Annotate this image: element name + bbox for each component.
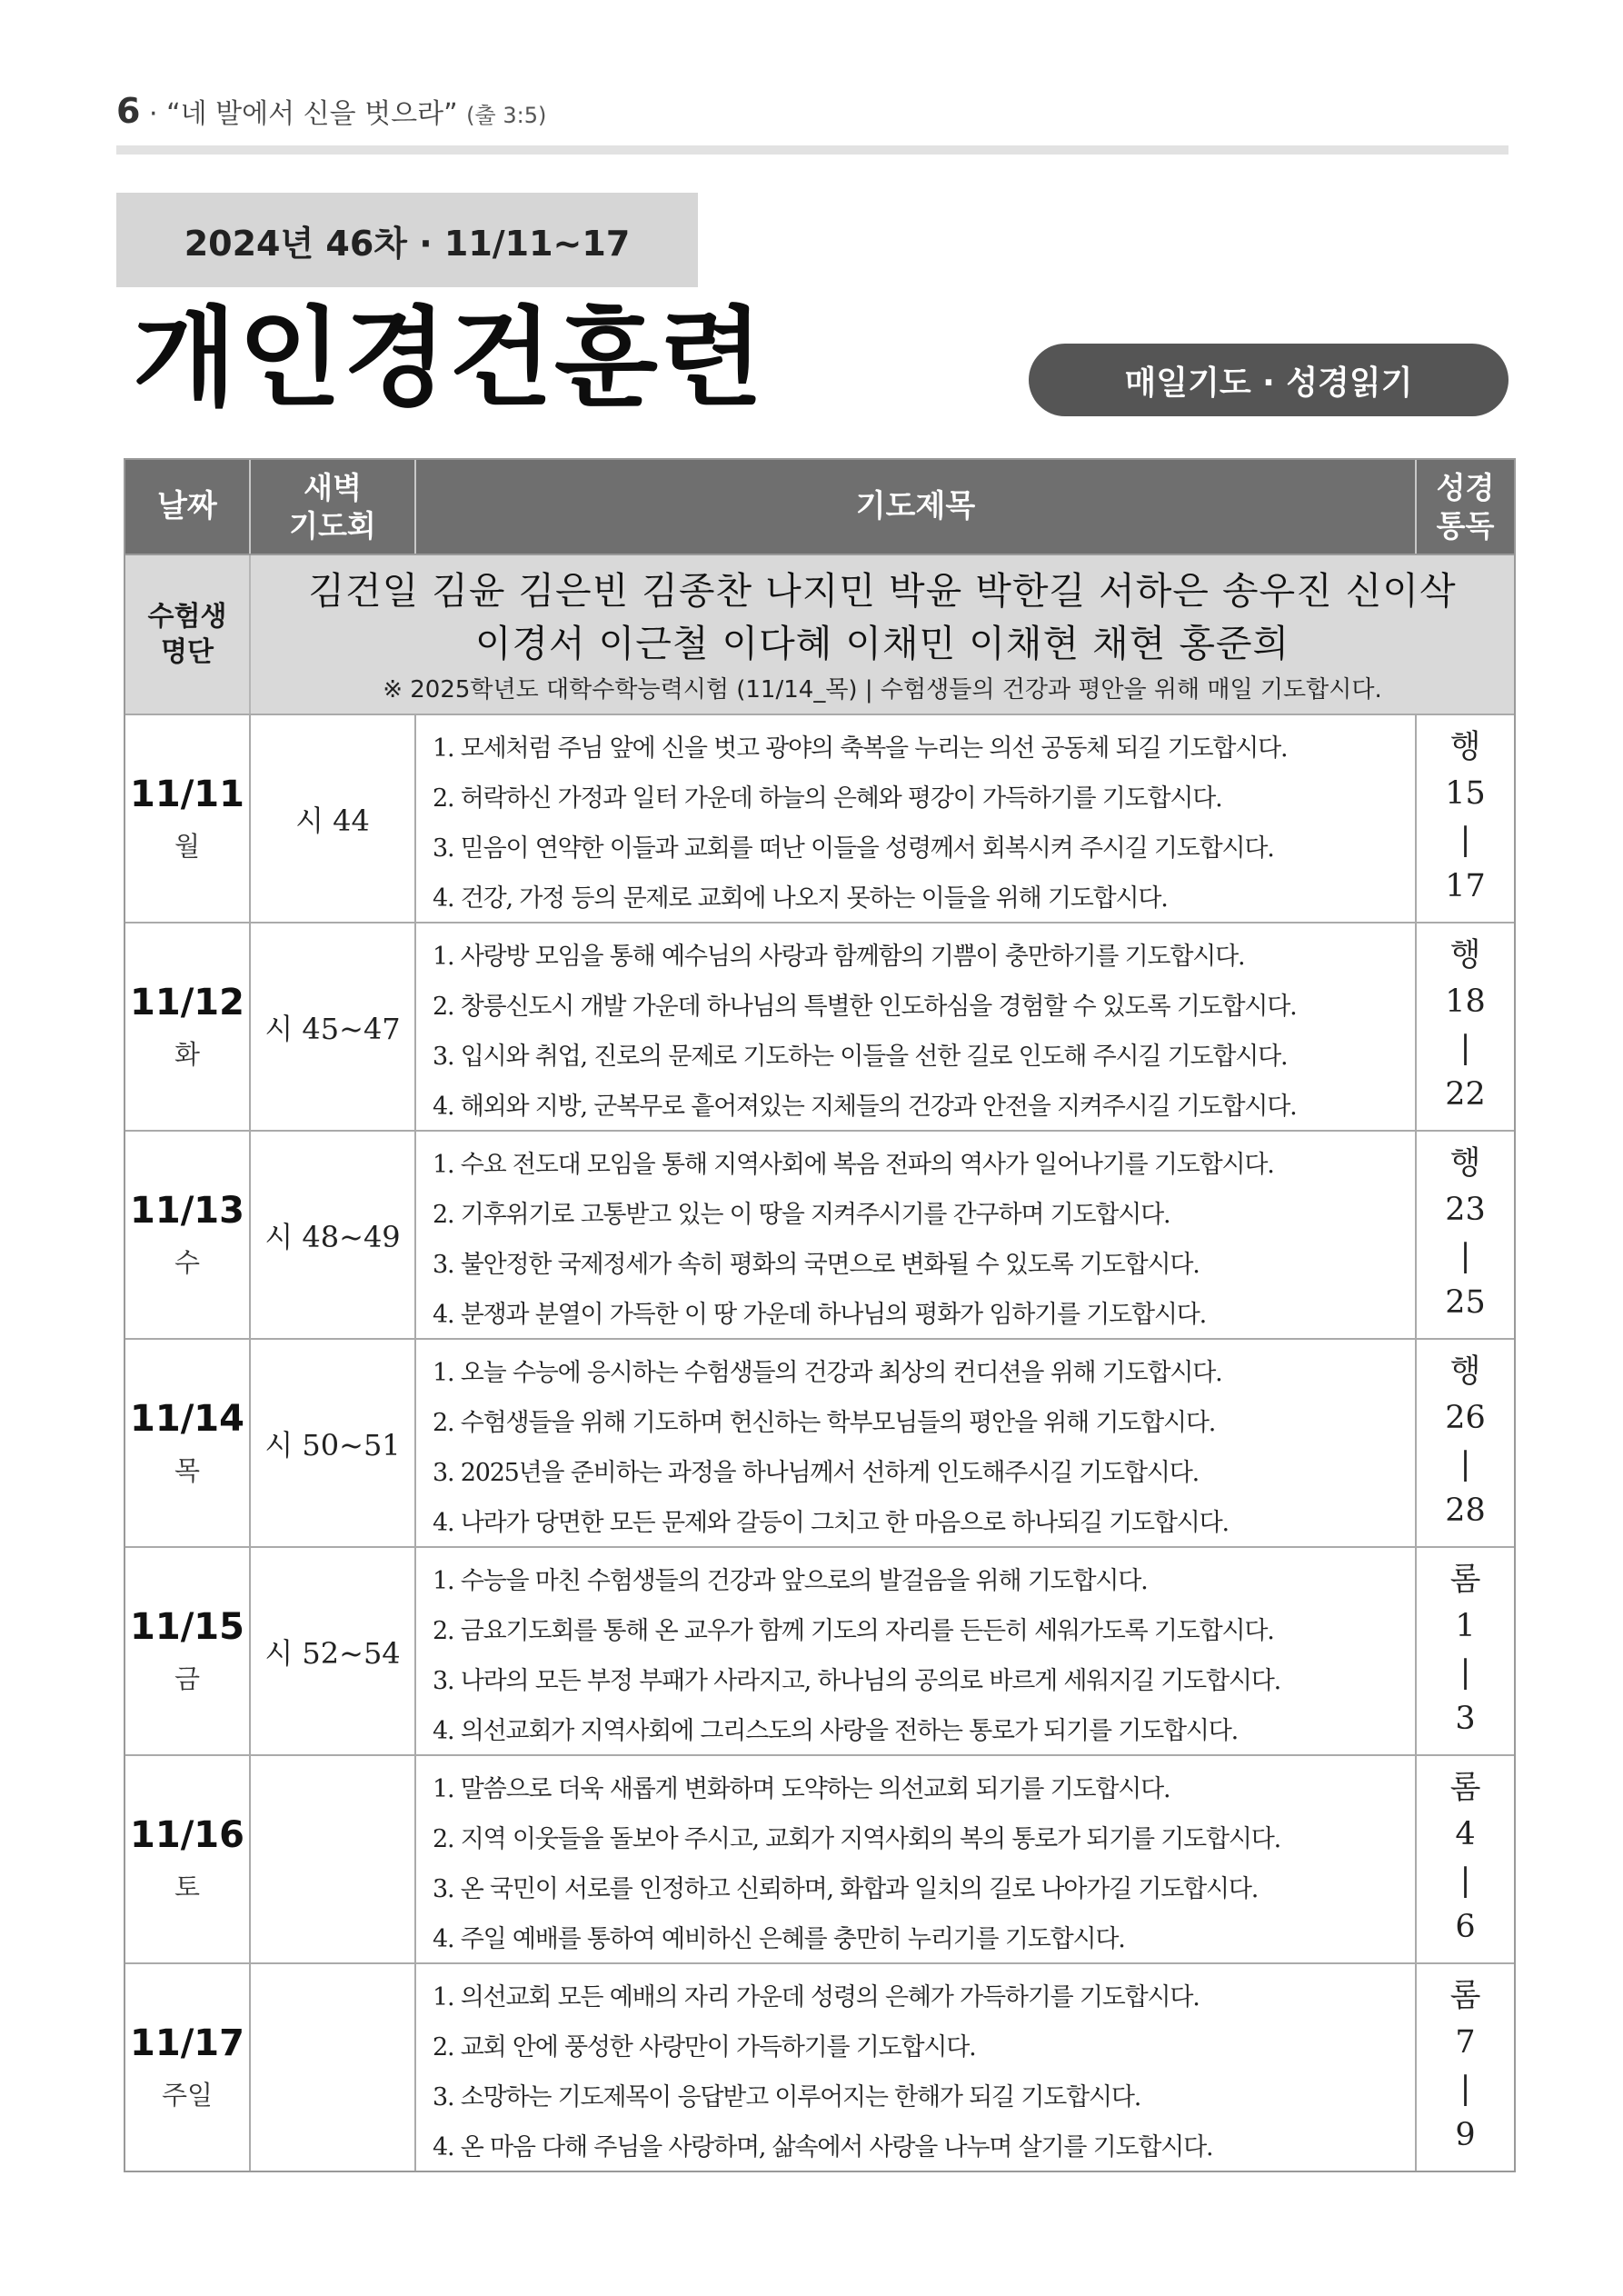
reading-from: 23 [1445, 1192, 1486, 1228]
prayer-item: 1. 수요 전도대 모임을 통해 지역사회에 복음 전파의 역사가 일어나기를 기도합시다. [433, 1151, 1274, 1179]
reading-separator: | [1459, 1862, 1471, 1899]
page-title: 개인경건훈련 [133, 295, 765, 421]
table-header [125, 460, 1514, 554]
prayer-item: 1. 수능을 마친 수험생들의 건강과 앞으로의 발걸음을 위해 기도합시다. [433, 1567, 1148, 1595]
bible-reading-cell [1417, 1756, 1514, 1962]
prayer-topics-cell [416, 1548, 1417, 1754]
weekday: 토 [174, 1872, 200, 1902]
header-separator: · [149, 98, 158, 130]
prayer-item: 3. 소망하는 기도제목이 응답받고 이루어지는 한해가 되길 기도합시다. [433, 2083, 1141, 2111]
prayer-item: 3. 믿음이 연약한 이들과 교회를 떠난 이들을 성령께서 회복시켜 주시길 기도합시다. [433, 834, 1274, 863]
exam-note: ※ 2025학년도 대학수학능력시험 (11/14_목) | 수험생들의 건강과 평안을 위해 매일 기도합시다. [383, 676, 1382, 704]
prayer-topics-cell [416, 923, 1417, 1130]
weekday: 금 [174, 1663, 200, 1694]
table-row [125, 714, 1514, 922]
reading-to: 22 [1445, 1076, 1486, 1113]
reading-to: 6 [1455, 1909, 1476, 1945]
reading-separator: | [1459, 2071, 1471, 2107]
reading-to: 9 [1455, 2117, 1476, 2153]
dawn-prayer-passage [251, 1756, 416, 1962]
prayer-schedule-table [124, 458, 1516, 2172]
page-number: 6 [116, 91, 141, 131]
prayer-topics-cell [416, 715, 1417, 922]
bible-reading-cell [1417, 1548, 1514, 1754]
reading-book: 행 [1449, 937, 1481, 973]
running-header [116, 91, 546, 131]
reading-to: 28 [1445, 1492, 1486, 1529]
dawn-prayer-passage: 시 44 [251, 715, 416, 922]
bible-reading-cell [1417, 715, 1514, 922]
prayer-item: 1. 말씀으로 더욱 새롭게 변화하며 도약하는 의선교회 되기를 기도합시다. [433, 1775, 1170, 1803]
prayer-topics-cell [416, 1132, 1417, 1338]
prayer-item: 2. 창릉신도시 개발 가운데 하나님의 특별한 인도하심을 경험할 수 있도록 기도합시다. [433, 993, 1297, 1021]
dawn-prayer-passage: 시 45~47 [251, 923, 416, 1130]
table-row [125, 1962, 1514, 2171]
weekday: 수 [174, 1247, 200, 1278]
exam-students-body [251, 555, 1514, 714]
table-row [125, 1754, 1514, 1962]
col-header-prayer-topics: 기도제목 [416, 460, 1417, 554]
table-row [125, 1338, 1514, 1546]
prayer-item: 3. 온 국민이 서로를 인정하고 신뢰하며, 화합과 일치의 길로 나아가길 기도합시다. [433, 1875, 1259, 1903]
reading-book: 행 [1449, 1353, 1481, 1390]
bible-reading-cell [1417, 923, 1514, 1130]
prayer-item: 4. 건강, 가정 등의 문제로 교회에 나오지 못하는 이들을 위해 기도합시다. [433, 884, 1168, 913]
date: 11/14 [130, 1398, 244, 1440]
prayer-topics-cell [416, 1964, 1417, 2171]
prayer-item: 4. 의선교회가 지역사회에 그리스도의 사랑을 전하는 통로가 되기를 기도합시다. [433, 1717, 1239, 1745]
weekday: 목 [174, 1455, 200, 1486]
prayer-item: 4. 온 마음 다해 주님을 사랑하며, 삶속에서 사랑을 나누며 살기를 기도합시다. [433, 2133, 1213, 2161]
reading-from: 26 [1445, 1400, 1486, 1436]
weekday: 주일 [161, 2080, 214, 2111]
date: 11/13 [130, 1190, 244, 1232]
prayer-item: 3. 나라의 모든 부정 부패가 사라지고, 하나님의 공의로 바르게 세워지길 기도합시다. [433, 1667, 1281, 1695]
exam-students-label: 수험생 명단 [125, 555, 251, 714]
prayer-item: 2. 금요기도회를 통해 온 교우가 함께 기도의 자리를 든든히 세워가도록 기도합시다. [433, 1617, 1274, 1645]
table-row [125, 1546, 1514, 1754]
reading-to: 25 [1445, 1284, 1486, 1321]
prayer-item: 4. 나라가 당면한 모든 문제와 갈등이 그치고 한 마음으로 하나되길 기도합시다. [433, 1509, 1229, 1537]
reading-separator: | [1459, 1238, 1471, 1274]
header-reference: (출 3:5) [466, 103, 547, 128]
header-rule [116, 145, 1508, 155]
schedule-rows [125, 714, 1514, 2171]
prayer-item: 1. 오늘 수능에 응시하는 수험생들의 건강과 최상의 컨디션을 위해 기도합시다. [433, 1359, 1222, 1387]
exam-names-line1: 김건일 김윤 김은빈 김종찬 나지민 박윤 박한길 서하은 송우진 신이삭 [308, 569, 1457, 613]
date-cell [125, 1548, 251, 1754]
reading-from: 15 [1445, 775, 1486, 812]
dawn-prayer-passage: 시 50~51 [251, 1340, 416, 1546]
reading-book: 행 [1449, 729, 1481, 765]
date: 11/15 [130, 1606, 244, 1648]
col-header-bible-reading: 성경 통독 [1436, 470, 1495, 544]
prayer-item: 3. 2025년을 준비하는 과정을 하나님께서 선하게 인도해주시길 기도합시다. [433, 1459, 1200, 1487]
prayer-item: 2. 허락하신 가정과 일터 가운데 하늘의 은혜와 평강이 가득하기를 기도합시다. [433, 784, 1222, 813]
prayer-item: 4. 해외와 지방, 군복무로 흩어져있는 지체들의 건강과 안전을 지켜주시길 기도합시다. [433, 1093, 1297, 1121]
prayer-item: 3. 불안정한 국제정세가 속히 평화의 국면으로 변화될 수 있도록 기도합시다. [433, 1251, 1200, 1279]
reading-book: 롬 [1449, 1562, 1481, 1598]
prayer-item: 2. 기후위기로 고통받고 있는 이 땅을 지켜주시기를 간구하며 기도합시다. [433, 1201, 1170, 1229]
prayer-item: 1. 모세처럼 주님 앞에 신을 벗고 광야의 축복을 누리는 의선 공동체 되길 기도합시다. [433, 734, 1288, 763]
reading-to: 3 [1455, 1701, 1476, 1737]
prayer-topics-cell [416, 1340, 1417, 1546]
reading-separator: | [1459, 1030, 1471, 1066]
prayer-item: 3. 입시와 취업, 진로의 문제로 기도하는 이들을 선한 길로 인도해 주시길 기도합시다. [433, 1043, 1288, 1071]
prayer-item: 4. 분쟁과 분열이 가득한 이 땅 가운데 하나님의 평화가 임하기를 기도합시다. [433, 1301, 1207, 1329]
table-row [125, 1130, 1514, 1338]
exam-names-line2: 이경서 이근철 이다혜 이채민 이채현 채현 홍준희 [474, 622, 1290, 665]
dawn-prayer-passage: 시 48~49 [251, 1132, 416, 1338]
reading-book: 롬 [1449, 1770, 1481, 1806]
date-cell [125, 1340, 251, 1546]
date: 11/16 [130, 1814, 244, 1856]
date-cell [125, 1964, 251, 2171]
prayer-item: 4. 주일 예배를 통하여 예비하신 은혜를 충만히 누리기를 기도합시다. [433, 1925, 1125, 1953]
bible-reading-cell [1417, 1964, 1514, 2171]
header-quote: “네 발에서 신을 벗으라” [166, 98, 458, 130]
reading-book: 행 [1449, 1145, 1481, 1182]
weekday: 화 [174, 1039, 200, 1070]
prayer-item: 2. 교회 안에 풍성한 사랑만이 가득하기를 기도합시다. [433, 2033, 976, 2061]
date: 11/17 [130, 2022, 244, 2064]
table-row [125, 922, 1514, 1130]
prayer-item: 2. 수험생들을 위해 기도하며 헌신하는 학부모님들의 평안을 위해 기도합시다. [433, 1409, 1216, 1437]
reading-separator: | [1459, 1446, 1471, 1482]
category-tag: 매일기도 · 성경읽기 [1029, 344, 1508, 416]
edition-label: 2024년 46차 · 11/11~17 [116, 193, 698, 287]
reading-to: 17 [1445, 868, 1486, 904]
reading-book: 롬 [1449, 1978, 1481, 2014]
bible-reading-cell [1417, 1132, 1514, 1338]
prayer-item: 2. 지역 이웃들을 돌보아 주시고, 교회가 지역사회의 복의 통로가 되기를 기도합시다. [433, 1825, 1281, 1853]
weekday: 월 [174, 831, 200, 862]
prayer-topics-cell [416, 1756, 1417, 1962]
date: 11/12 [130, 982, 244, 1023]
reading-from: 4 [1455, 1816, 1476, 1852]
dawn-prayer-passage [251, 1964, 416, 2171]
reading-from: 18 [1445, 983, 1486, 1020]
date-cell [125, 1132, 251, 1338]
reading-from: 1 [1455, 1608, 1476, 1644]
reading-separator: | [1459, 822, 1471, 858]
date-cell [125, 715, 251, 922]
col-header-date: 날짜 [125, 460, 251, 554]
prayer-item: 1. 사랑방 모임을 통해 예수님의 사랑과 함께함의 기쁨이 충만하기를 기도합시다. [433, 943, 1245, 971]
reading-from: 7 [1455, 2024, 1476, 2061]
date-cell [125, 1756, 251, 1962]
col-header-dawn-prayer: 새벽 기도회 [251, 460, 416, 554]
bible-reading-cell [1417, 1340, 1514, 1546]
prayer-item: 1. 의선교회 모든 예배의 자리 가운데 성령의 은혜가 가득하기를 기도합시다. [433, 1983, 1200, 2011]
date: 11/11 [130, 774, 244, 815]
dawn-prayer-passage: 시 52~54 [251, 1548, 416, 1754]
reading-separator: | [1459, 1654, 1471, 1691]
date-cell [125, 923, 251, 1130]
exam-students-row [125, 554, 1514, 714]
